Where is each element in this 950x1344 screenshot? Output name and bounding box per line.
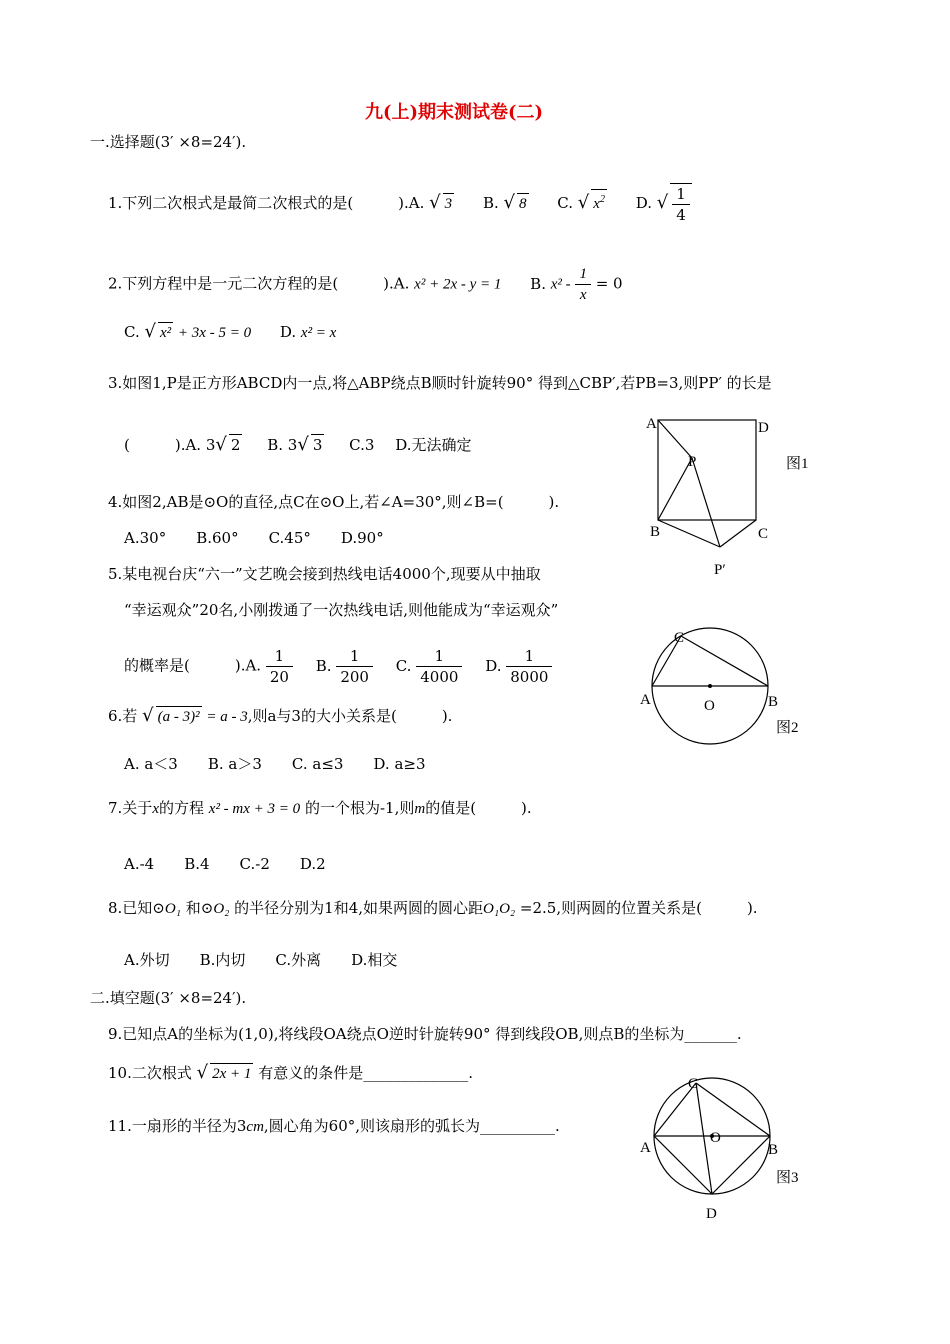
- question-11: 11.一扇形的半径为3cm,圆心角为60°,则该扇形的弧长为__________.: [108, 1117, 560, 1135]
- section-fill-heading: 二.填空题(3′ ×8=24′).: [90, 989, 247, 1007]
- fig2-caption: 图2: [776, 720, 799, 736]
- question-1: 1.下列二次根式是最简二次根式的是( ).A. √ 3 B. √ 8 C. √ $x^2$ D. √ $\frac{1}{4}$: [108, 183, 692, 225]
- fig3-label-b: B: [768, 1142, 779, 1158]
- question-8: 8.已知⊙O₁ 和⊙O₂ 的半径分别为1和4,如果两圆的圆心距O₁O₂ =2.5,则两圆的位置关系是( ).: [108, 899, 758, 917]
- fig3-caption: 图3: [776, 1170, 799, 1186]
- question-4: 4.如图2,AB是⊙O的直径,点C在⊙O上,若∠A=30°,则∠B=( ).: [108, 493, 560, 511]
- figure-2: [636, 620, 816, 750]
- fig3-label-d: D: [706, 1206, 717, 1222]
- question-5-options: 的概率是( ).A. $\frac{1}{20}$ B. $\frac{1}{200}$ C. $\frac{1}{4000}$ D. $\frac{1}{8000}$: [124, 646, 552, 687]
- figure-1: [640, 410, 830, 580]
- fig3-label-a: A: [640, 1140, 651, 1156]
- q2-option-a: x² + 2x - y = 1: [414, 276, 502, 293]
- fig2-label-b: B: [768, 694, 779, 710]
- fig1-label-c: C: [758, 526, 769, 542]
- question-5-line2: “幸运观众”20名,小刚拨通了一次热线电话,则他能成为“幸运观众”: [124, 601, 559, 619]
- question-5: 5.某电视台庆“六一”文艺晚会接到热线电话4000个,现要从中抽取: [108, 565, 541, 583]
- fig3-label-o: O: [710, 1130, 721, 1146]
- q1-option-d: $\frac{1}{4}$: [670, 183, 692, 225]
- q1-option-a: 3: [443, 193, 455, 214]
- fig2-label-o: O: [704, 698, 715, 714]
- question-2-cd: C. √ x² + 3x - 5 = 0 D. x² = x: [124, 321, 337, 342]
- question-7-options: A.-4 B.4 C.-2 D.2: [124, 855, 326, 873]
- figure-3: [636, 1070, 816, 1230]
- fig1-caption: 图1: [786, 456, 809, 472]
- question-10: 10.二次根式 √ 2x + 1 有意义的条件是______________.: [108, 1062, 473, 1083]
- question-7: 7.关于x的方程 x² - mx + 3 = 0 的一个根为-1,则m的值是( ).: [108, 799, 532, 817]
- fig1-label-p: P: [688, 454, 697, 470]
- question-6: 6.若 √ (a - 3)² = a - 3,则a与3的大小关系是( ).: [108, 705, 453, 726]
- question-1-text: 1.下列二次根式是最简二次根式的是( ).A.: [108, 194, 425, 212]
- question-3: 3.如图1,P是正方形ABCD内一点,将△ABP绕点B顺时针旋转90° 得到△CBP′,若PB=3,则PP′ 的长是: [108, 374, 772, 392]
- question-8-options: A.外切 B.内切 C.外离 D.相交: [124, 951, 398, 969]
- fig1-label-b: B: [650, 524, 661, 540]
- question-3-options: ( ).A. 3√ 2 B. 3√ 3 C.3 D.无法确定: [124, 434, 472, 455]
- q2-option-b-fraction: $\frac{1}{x}$: [575, 264, 591, 305]
- fig2-label-c: C: [674, 630, 685, 646]
- question-4-options: A.30° B.60° C.45° D.90°: [124, 529, 384, 547]
- question-6-options: A. a＜3 B. a＞3 C. a≤3 D. a≥3: [124, 755, 426, 773]
- page-title: 九(上)期末测试卷(二): [365, 102, 544, 123]
- fig3-label-c: C: [688, 1076, 699, 1092]
- question-9: 9.已知点A的坐标为(1,0),将线段OA绕点O逆时针旋转90° 得到线段OB,则点B的坐标为_______.: [108, 1025, 742, 1043]
- q2-option-c: + 3x - 5 = 0: [177, 325, 252, 341]
- q1-option-b: 8: [517, 193, 529, 214]
- q2-option-d: x² = x: [300, 325, 337, 341]
- section-choice-heading: 一.选择题(3′ ×8=24′).: [90, 133, 247, 151]
- q1-option-c: $x^2$: [591, 189, 607, 214]
- fig1-label-d: D: [758, 420, 769, 436]
- fig1-label-p2: P′: [714, 562, 726, 578]
- fig2-label-a: A: [640, 692, 651, 708]
- fig1-label-a: A: [646, 416, 657, 432]
- question-2-text: 2.下列方程中是一元二次方程的是( ).A.: [108, 274, 410, 293]
- question-2: 2.下列方程中是一元二次方程的是( ).A. x² + 2x - y = 1 B. x² - $\frac{1}{x}$ = 0: [108, 266, 623, 303]
